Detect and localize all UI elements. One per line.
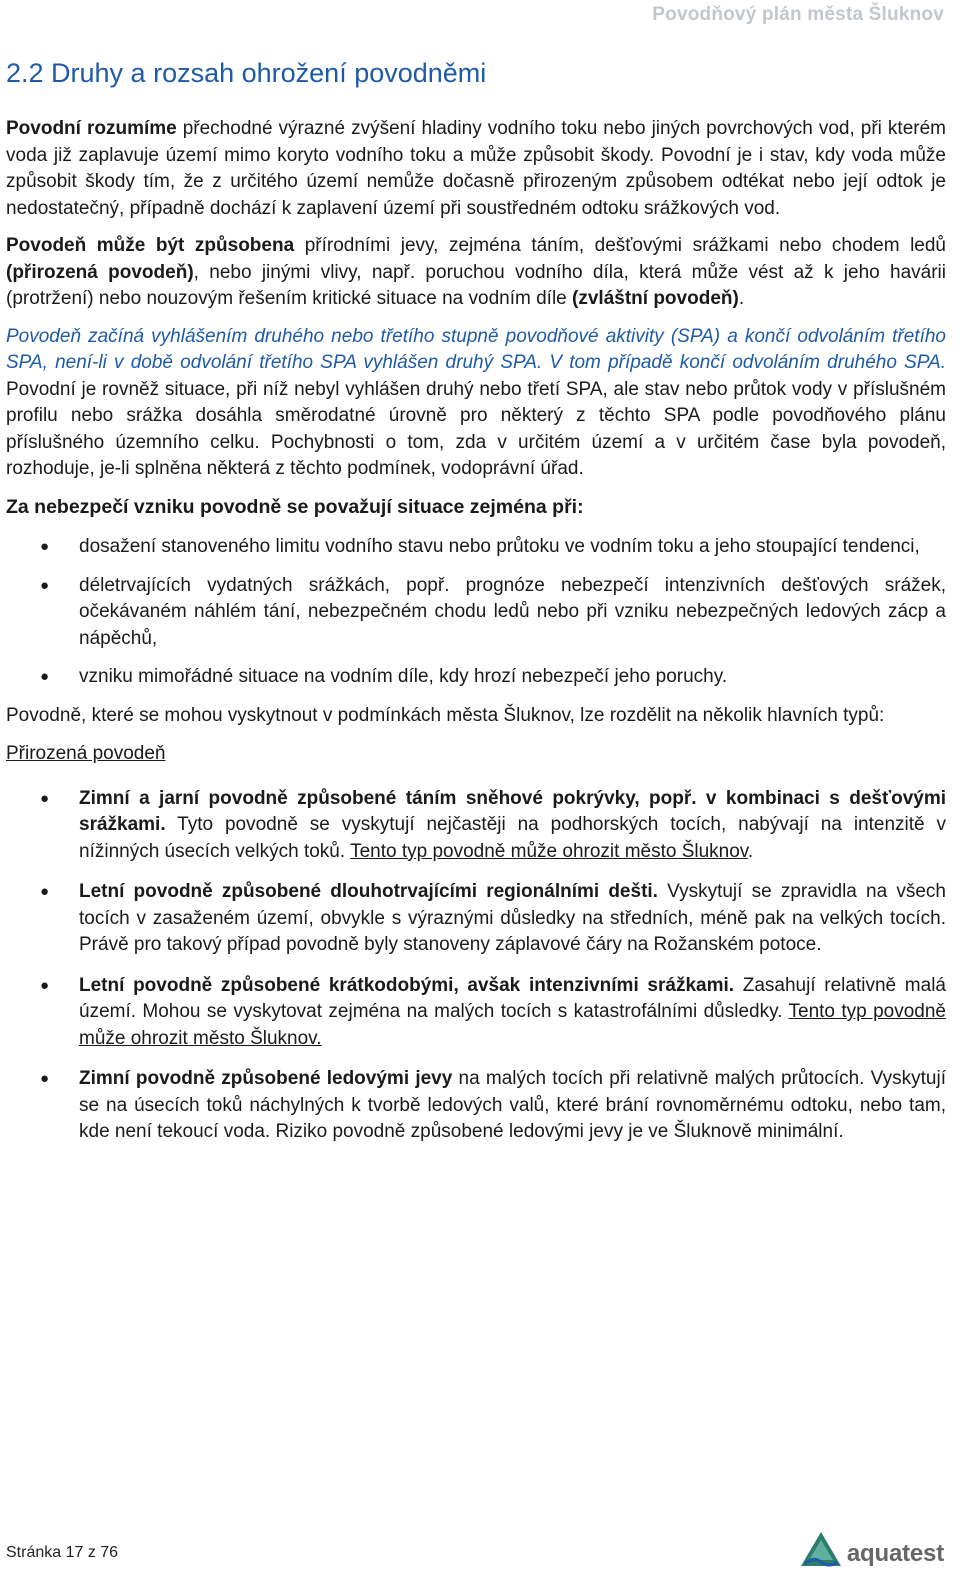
list-item: ● dosažení stanoveného limitu vodního stavu nebo průtoku ve vodním toku a jeho stoupající tendenci, bbox=[6, 534, 946, 561]
list-item: ● Letní povodně způsobené dlouhotrvajícími regionálními dešti. Vyskytují se zpravidla na všech tocích v zasaženém území, obvykle s výraznými důsledky na středních, méně pak na velkých tocích. Právě pro takový případ povodně byly stanoveny záplavové čáry na Rožanském potoce. bbox=[40, 881, 946, 955]
document-body bbox=[6, 116, 946, 1160]
danger-heading: Za nebezpečí vzniku povodně se považují situace zejména při: bbox=[6, 495, 584, 518]
bullet-icon: ● bbox=[40, 883, 50, 900]
paragraph-flood-definition: Povodní rozumíme přechodné výrazné zvýšení hladiny vodního toku nebo jiných povrchových vod, při kterém voda již zaplavuje území mimo koryto vodního toku a může způsobit škody. Povodní je i stav, kdy voda může způsobit škody tím, že z určitého území nemůže dočasně přirozeným způsobem odtékat nebo její odtok je nedostatečný, případně dochází k zaplavení území při soustředném odtoku srážkových vod. bbox=[6, 118, 946, 219]
bullet-icon: ● bbox=[40, 1070, 50, 1087]
paragraph-flood-causes: Povodeň může být způsobena přírodními jevy, zejména táním, dešťovými srážkami nebo chodem ledů (přirozená povodeň), nebo jinými vlivy, např. poruchou vodního díla, která může vést až k jeho havárii (protržení) nebo nouzovým řešením kritické situace na vodním díle (zvláštní povodeň). bbox=[6, 235, 946, 309]
page-header-title: Povodňový plán města Šluknov bbox=[652, 4, 944, 25]
danger-list bbox=[6, 534, 946, 691]
list-item: ● Letní povodně způsobené krátkodobými, avšak intenzivními srážkami. Zasahují relativně malá území. Mohou se vyskytovat zejména na malých tocích s katastrofálními důsledky. Tento typ povodně může ohrozit město Šluknov. bbox=[40, 974, 946, 1049]
logo-text: aquatest bbox=[846, 1540, 944, 1567]
company-logo bbox=[799, 1530, 944, 1568]
aquatest-logo-icon bbox=[799, 1530, 843, 1568]
natural-flood-heading: Přirozená povodeň bbox=[6, 743, 166, 764]
page-number: Stránka 17 z 76 bbox=[6, 1544, 119, 1561]
list-item: ● Zimní a jarní povodně způsobené táním sněhové pokrývky, popř. v kombinaci s dešťovými srážkami. Tyto povodně se vyskytují nejčastěji na podhorských tocích, nabývají na intenzitě v nížinných úsecích velkých toků. Tento typ povodně může ohrozit město Šluknov. bbox=[40, 787, 946, 862]
paragraph-types-intro: Povodně, které se mohou vyskytnout v podmínkách města Šluknov, lze rozdělit na několik hlavních typů: bbox=[6, 704, 885, 726]
bullet-icon: ● bbox=[40, 976, 50, 994]
bullet-icon: ● bbox=[40, 668, 50, 685]
list-item: ● déletrvajících vydatných srážkách, popř. prognóze nebezpečí intenzivních dešťových srážek, očekávaném náhlém tání, nebezpečném chodu ledů nebo při vzniku nebezpečných ledových zácp a nápěchů, bbox=[40, 574, 946, 649]
bullet-icon: ● bbox=[40, 576, 50, 594]
section-heading: 2.2 Druhy a rozsah ohrožení povodněmi bbox=[6, 58, 487, 88]
paragraph-flood-activity: Povodeň začíná vyhlášením druhého nebo třetího stupně povodňové aktivity (SPA) a končí odvoláním třetího SPA, není-li v době odvolání třetího SPA vyhlášen druhý SPA. V tom případě končí odvoláním druhého SPA. Povodní je rovněž situace, při níž nebyl vyhlášen druhý nebo třetí SPA, ale stav nebo průtok vody v příslušném profilu nebo srážka dosáhla směrodatné úrovně pro některý z těchto SPA podle povodňového plánu příslušného územního celku. Pochybnosti o tom, zda v určitém území a v určitém čase byla povodeň, rozhoduje, je-li splněna některá z těchto podmínek, vodoprávní úřad. bbox=[6, 325, 946, 479]
bullet-icon: ● bbox=[40, 789, 50, 807]
list-item: ● vzniku mimořádné situace na vodním díle, kdy hrozí nebezpečí jeho poruchy. bbox=[6, 664, 946, 691]
list-item: ● Zimní povodně způsobené ledovými jevy na malých tocích při relativně malých průtocích. Vyskytují se na úsecích toků náchylných k tvorbě ledových valů, které brání rovnoměrnému odtoku, nebo tam, kde není tekoucí voda. Riziko povodně způsobené ledovými jevy je ve Šluknově minimální. bbox=[40, 1068, 946, 1142]
natural-flood-list bbox=[6, 786, 946, 1146]
bullet-icon: ● bbox=[40, 538, 50, 555]
